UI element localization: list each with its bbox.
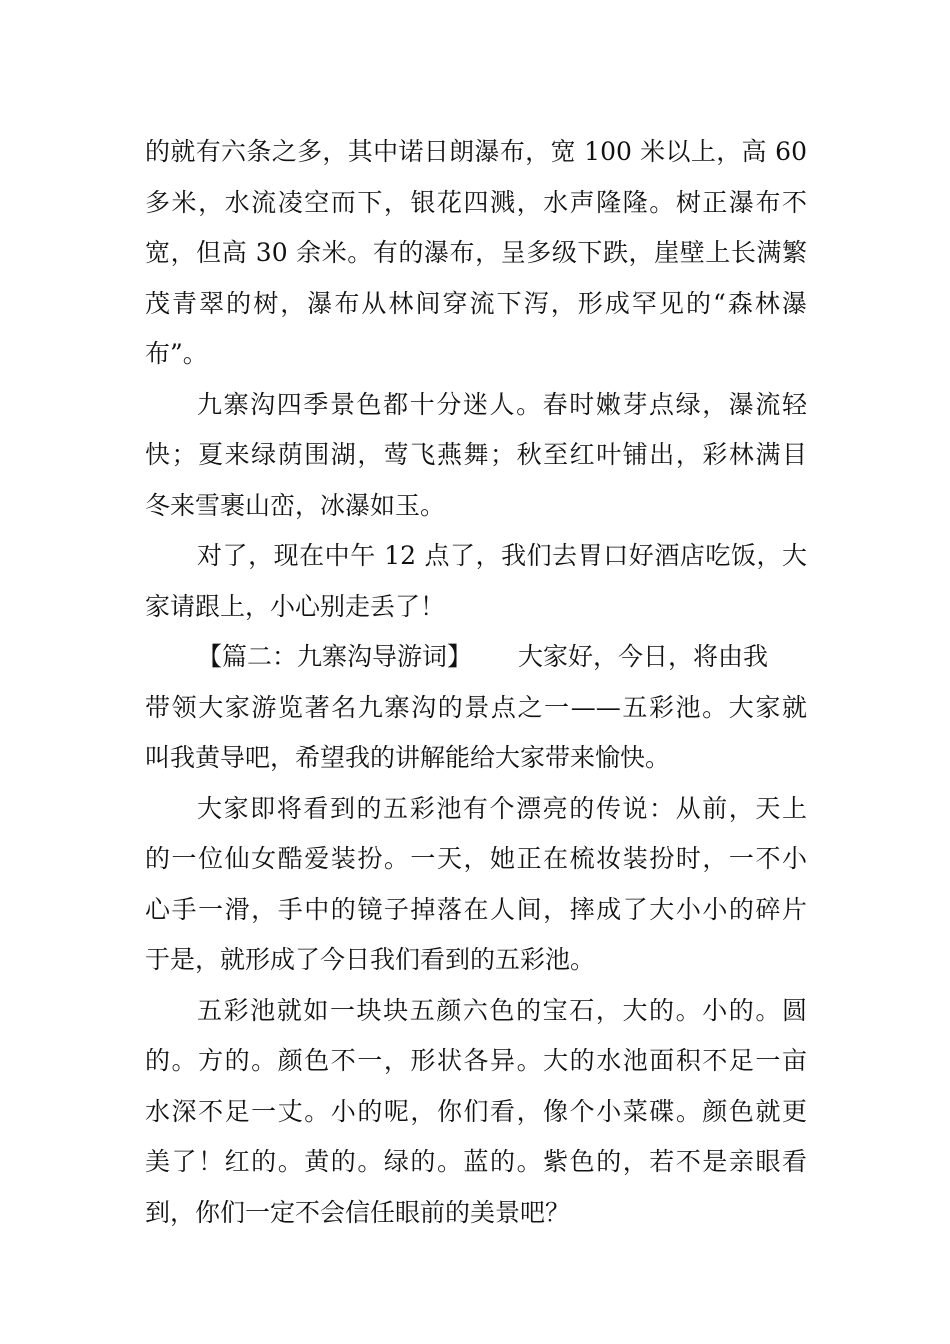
text-line: 九寨沟四季景色都十分迷人。春时嫩芽点绿，瀑流轻 (197, 389, 807, 419)
document-page (145, 127, 807, 1238)
text-line: 到，你们一定不会信任眼前的美景吧？ (145, 1197, 571, 1227)
paragraph-seasons (145, 380, 807, 532)
paragraph-legend (145, 784, 807, 986)
text-line: 的。方的。颜色不一，形状各异。大的水池面积不足一亩 (145, 1046, 807, 1075)
paragraph-waterfalls (145, 127, 807, 380)
text-line: 大家即将看到的五彩池有个漂亮的传说：从前，天上 (197, 793, 807, 823)
text-line: 水深不足一丈。小的呢，你们看，像个小菜碟。颜色就更 (145, 1096, 807, 1126)
text-line: 多米，水流凌空而下，银花四溅，水声隆隆。树正瀑布不 (145, 187, 807, 217)
text-line: 宽，但高 30 余米。有的瀑布，呈多级下跌，崖壁上长满繁 (145, 238, 807, 267)
text-line: 于是，就形成了今日我们看到的五彩池。 (145, 945, 596, 974)
paragraph-lunch (145, 531, 807, 632)
paragraph-colorful-pools (145, 986, 807, 1239)
text-line: 叫我黄导吧，希望我的讲解能给大家带来愉快。 (145, 743, 671, 772)
text-line: 带领大家游览著名九寨沟的景点之一——五彩池。大家就 (145, 692, 807, 722)
text-line: 对了，现在中午 12 点了，我们去胃口好酒店吃饭，大 (197, 541, 807, 570)
chapter-heading-line (145, 632, 807, 683)
text-line: 冬来雪裹山峦，冰瀑如玉。 (145, 490, 446, 520)
text-line: 茂青翠的树，瀑布从林间穿流下泻，形成罕见的“森林瀑 (145, 288, 807, 318)
text-line: 心手一滑，手中的镜子掉落在人间，摔成了大小小的碎片 (145, 894, 807, 924)
text-line: 快；夏来绿荫围湖，莺飞燕舞；秋至红叶铺出，彩林满目 (145, 440, 807, 469)
chapter-intro-text: 大家好，今日，将由我 (518, 642, 769, 671)
text-line: 五彩池就如一块块五颜六色的宝石，大的。小的。圆 (197, 995, 807, 1025)
text-line: 布”。 (145, 339, 208, 368)
chapter-heading: 【篇二：九寨沟导游词】 (197, 642, 473, 671)
text-line: 的一位仙女酷爱装扮。一天，她正在梳妆装扮时，一不小 (145, 844, 807, 873)
text-line: 美了！红的。黄的。绿的。蓝的。紫色的，若不是亲眼看 (145, 1147, 807, 1176)
text-line: 的就有六条之多，其中诺日朗瀑布，宽 100 米以上，高 60 (145, 137, 807, 166)
paragraph-chapter-two (145, 632, 807, 784)
text-line: 家请跟上，小心别走丢了！ (145, 591, 446, 621)
